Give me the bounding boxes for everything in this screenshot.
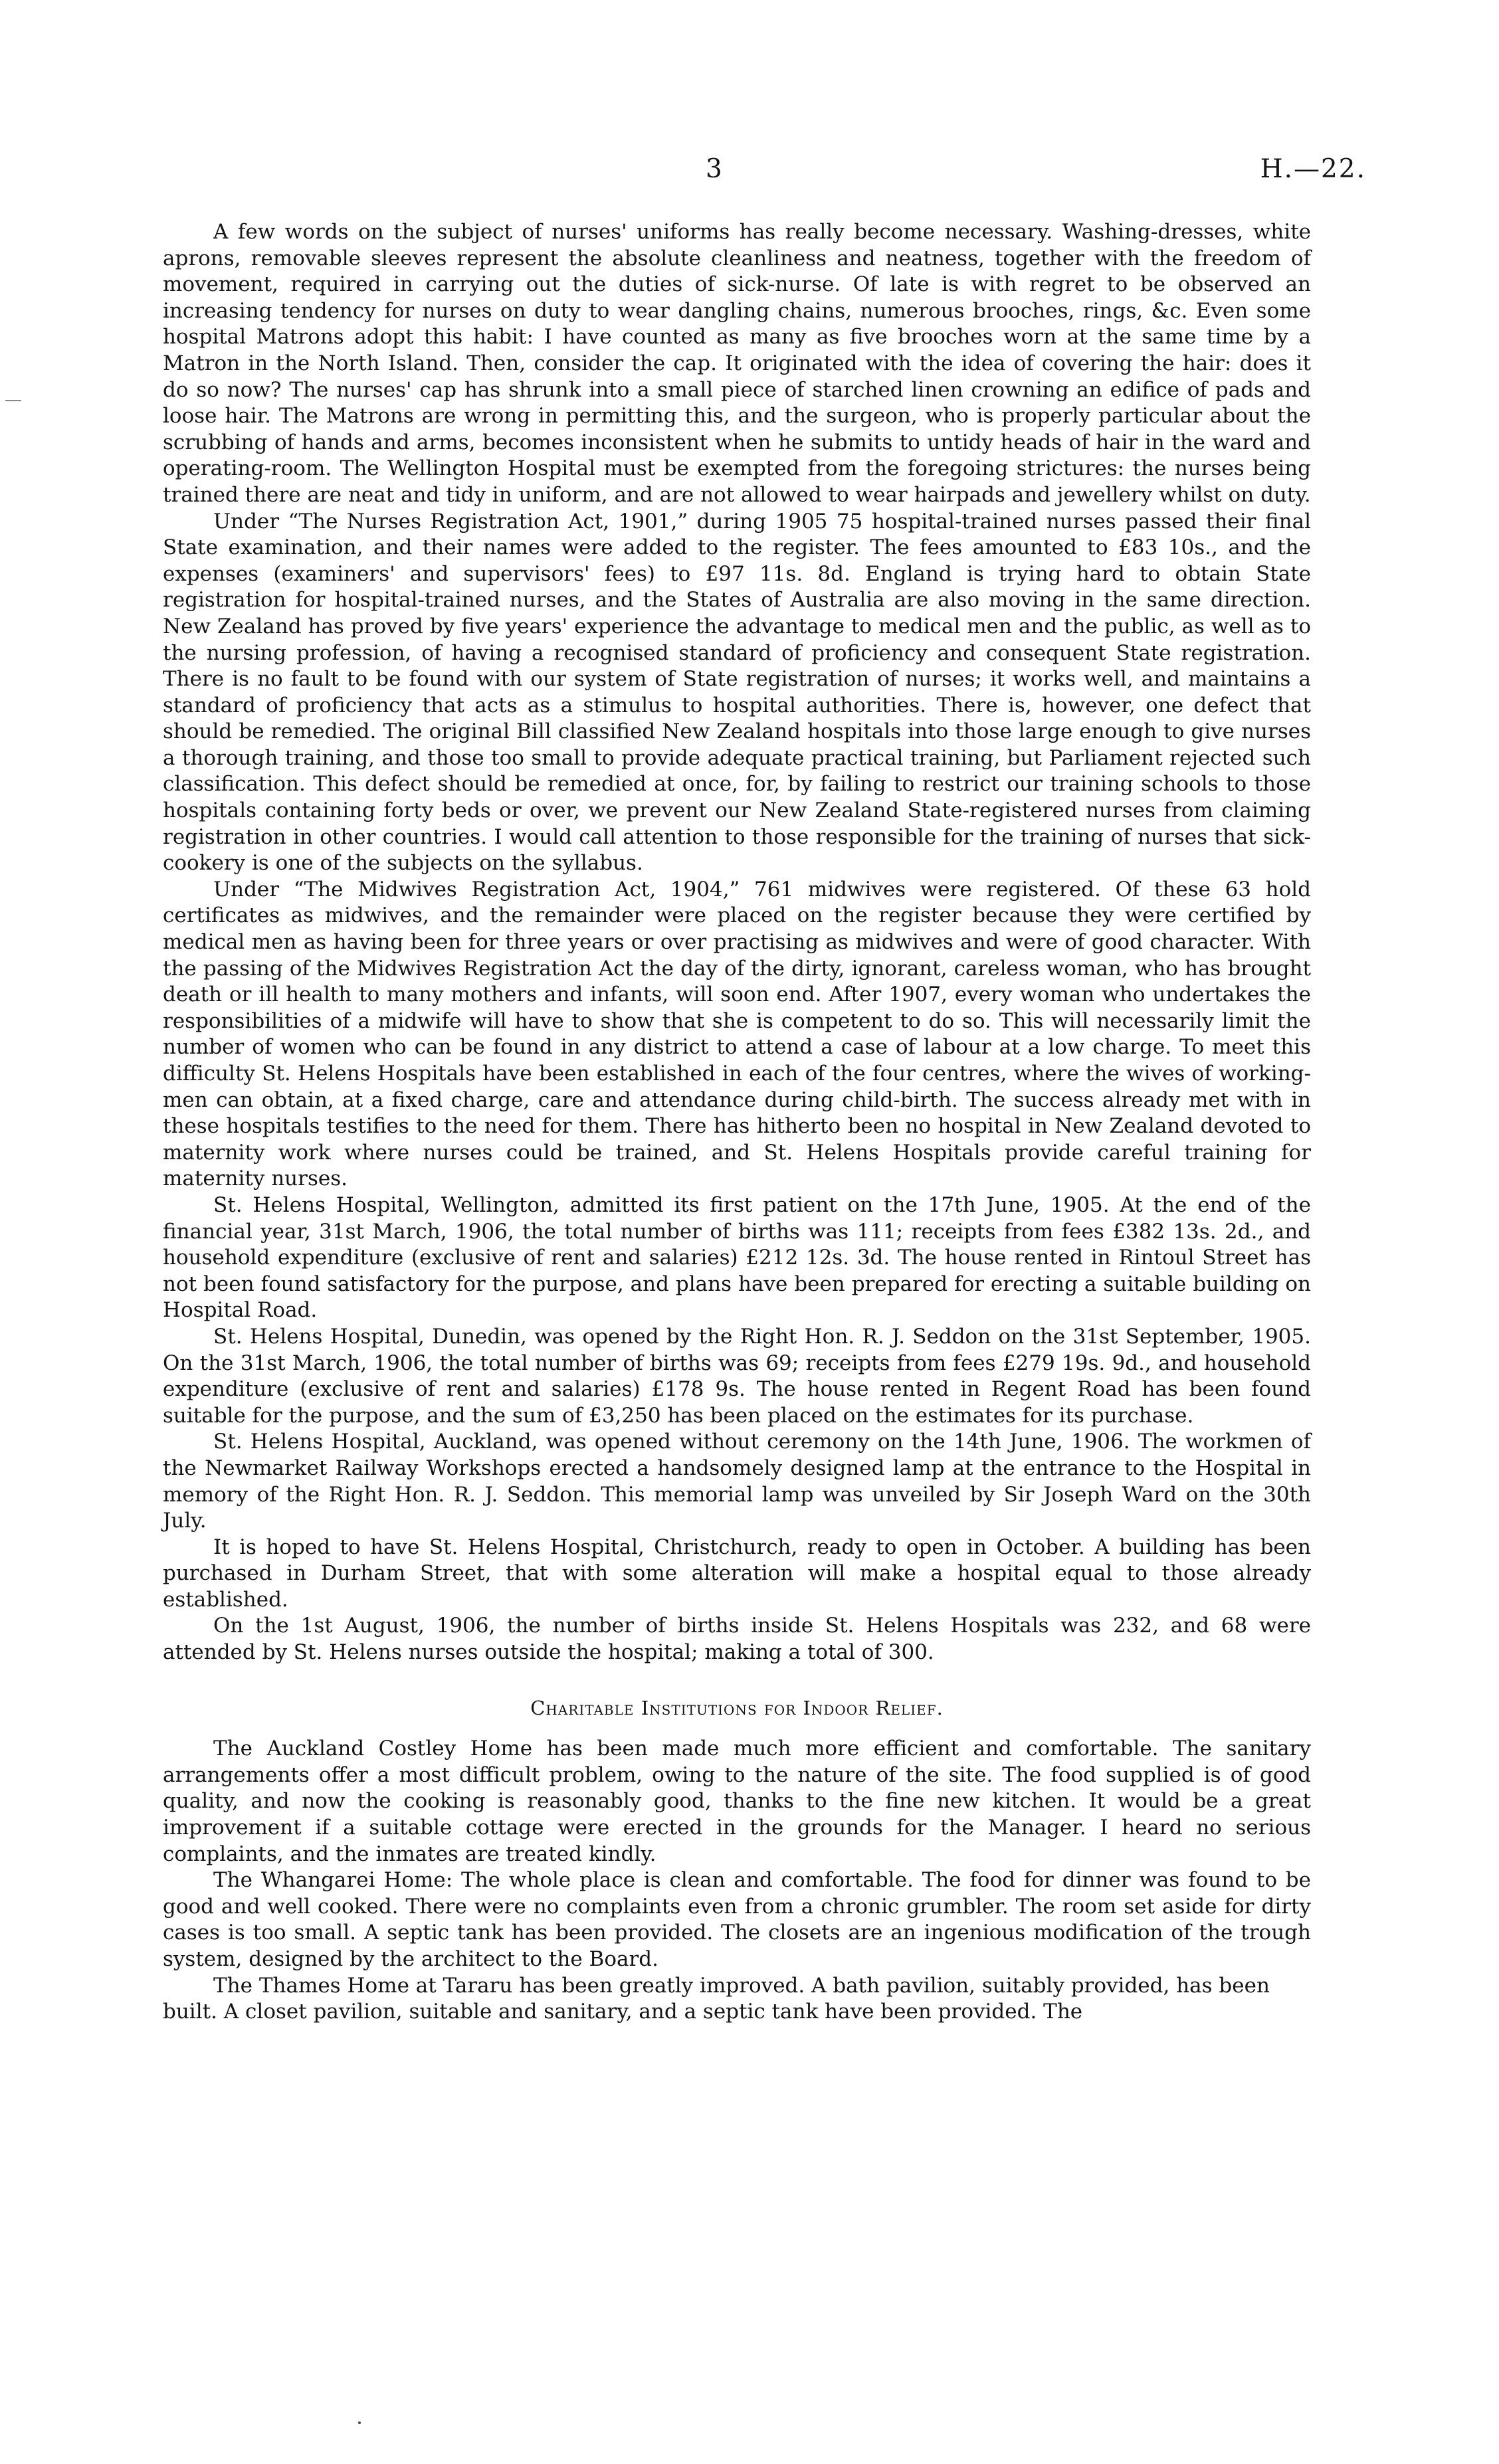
paragraph-st-helens-christchurch: It is hoped to have St. Helens Hospital, Christchurch, ready to open in October. A building has been purchased in Durham Street, that with some alteration will make a hospital equal to those already established. bbox=[163, 1535, 1311, 1612]
paragraph-midwives-registration: Under “The Midwives Registration Act, 1904,” 761 midwives were registered. Of these 63 hold certificates as midwives, and the remainder were placed on the register because they were certified by medical men as having been for three years or over practising as midwives and were of good character. With the passing of the Midwives Registration Act the day of the dirty, ignorant, careless woman, who has brought death or ill health to many mothers and infants, will soon end. After 1907, every woman who undertakes the responsibilities of a midwife will have to show that she is competent to do so. This will necessarily limit the number of women who can be found in any district to attend a case of labour at a low charge. To meet this difficulty St. Helens Hospitals have been established in each of the four centres, where the wives of working-men can obtain, at a fixed charge, care and attendance during child-birth. The success already met with in these hospitals testifies to the need for them. There has hitherto been no hospital in New Zealand devoted to maternity work where nurses could be trained, and St. Helens Hospitals provide careful training for maternity nurses. bbox=[163, 877, 1311, 1191]
section-heading: Charitable Institutions for Indoor Relief. bbox=[530, 1696, 944, 1719]
margin-mark bbox=[5, 400, 21, 401]
page-speck bbox=[358, 2421, 361, 2424]
paragraph-st-helens-wellington: St. Helens Hospital, Wellington, admitted its first patient on the 17th June, 1905. At the end of the financial year, 31st March, 1906, the total number of births was 111; receipts from fees £382 13s. 2d., and household expenditure (exclusive of rent and salaries) £212 12s. 3d. The house rented in Rintoul Street has not been found satisfactory for the purpose, and plans have been prepared for erecting a suitable building on Hospital Road. bbox=[163, 1192, 1311, 1323]
page-header bbox=[0, 154, 1499, 194]
document-body bbox=[163, 219, 1311, 2026]
paragraph-nurses-registration: Under “The Nurses Registration Act, 1901,” during 1905 75 hospital-trained nurses passed their final State examination, and their names were added to the register. The fees amounted to £83 10s., and the expenses (examiners' and supervisors' fees) to £97 11s. 8d. England is trying hard to obtain State registration for hospital-trained nurses, and the States of Australia are also moving in the same direction. New Zealand has proved by five years' experience the advantage to medical men and the public, as well as to the nursing profession, of having a recognised standard of proficiency and consequent State registration. There is no fault to be found with our system of State registration of nurses; it works well, and maintains a standard of proficiency that acts as a stimulus to hospital authorities. There is, however, one defect that should be remedied. The original Bill classified New Zealand hospitals into those large enough to give nurses a thorough training, and those too small to provide adequate practical training, but Parliament rejected such classification. This defect should be remedied at once, for, by failing to restrict our training schools to those hospitals containing forty beds or over, we prevent our New Zealand State-registered nurses from claiming registration in other countries. I would call attention to those responsible for the training of nurses that sick-cookery is one of the subjects on the syllabus. bbox=[163, 509, 1311, 876]
paragraph-uniforms: A few words on the subject of nurses' uniforms has really become necessary. Washing-dresses, white aprons, removable sleeves represent the absolute cleanliness and neatness, together with the freedom of movement, required in carrying out the duties of sick-nurse. Of late is with regret to be observed an increasing tendency for nurses on duty to wear dangling chains, numerous brooches, rings, &c. Even some hospital Matrons adopt this habit: I have counted as many as five brooches worn at the same time by a Matron in the North Island. Then, consider the cap. It originated with the idea of covering the hair: does it do so now? The nurses' cap has shrunk into a small piece of starched linen crowning an edifice of pads and loose hair. The Matrons are wrong in permitting this, and the surgeon, who is properly particular about the scrubbing of hands and arms, becomes inconsistent when he submits to untidy heads of hair in the ward and operating-room. The Wellington Hospital must be exempted from the foregoing strictures: the nurses being trained there are neat and tidy in uniform, and are not allowed to wear hairpads and jewellery whilst on duty. bbox=[163, 220, 1311, 507]
paragraph-auckland-costley-home: The Auckland Costley Home has been made much more efficient and comfortable. The sanitary arrangements offer a most difficult problem, owing to the nature of the site. The food supplied is of good quality, and now the cooking is reasonably good, thanks to the fine new kitchen. It would be a great improvement if a suitable cottage were erected in the grounds for the Manager. I heard no serious complaints, and the inmates are treated kindly. bbox=[163, 1737, 1311, 1866]
paragraph-thames-home: The Thames Home at Tararu has been greatly improved. A bath pavilion, suitably provided, has been built. A closet pavilion, suitable and sanitary, and a septic tank have been provided. The bbox=[163, 1973, 1270, 2024]
paragraph-whangarei-home: The Whangarei Home: The whole place is clean and comfortable. The food for dinner was found to be good and well cooked. There were no complaints even from a chronic grumbler. The room set aside for dirty cases is too small. A septic tank has been provided. The closets are an ingenious modification of the trough system, designed by the architect to the Board. bbox=[163, 1868, 1311, 1971]
paragraph-st-helens-auckland: St. Helens Hospital, Auckland, was opened without ceremony on the 14th June, 1906. The workmen of the Newmarket Railway Workshops erected a handsomely designed lamp at the entrance to the Hospital in memory of the Right Hon. R. J. Seddon. This memorial lamp was unveiled by Sir Joseph Ward on the 30th July. bbox=[163, 1430, 1311, 1533]
document-reference: H.—22. bbox=[1260, 154, 1366, 184]
paragraph-births-total: On the 1st August, 1906, the number of births inside St. Helens Hospitals was 232, and 68 were attended by St. Helens nurses outside the hospital; making a total of 300. bbox=[163, 1614, 1311, 1665]
paragraph-st-helens-dunedin: St. Helens Hospital, Dunedin, was opened by the Right Hon. R. J. Seddon on the 31st September, 1905. On the 31st March, 1906, the total number of births was 69; receipts from fees £279 19s. 9d., and household expenditure (exclusive of rent and salaries) £178 9s. The house rented in Regent Road has been found suitable for the purpose, and the sum of £3,250 has been placed on the estimates for its purchase. bbox=[163, 1324, 1311, 1428]
page-number: 3 bbox=[706, 154, 723, 184]
